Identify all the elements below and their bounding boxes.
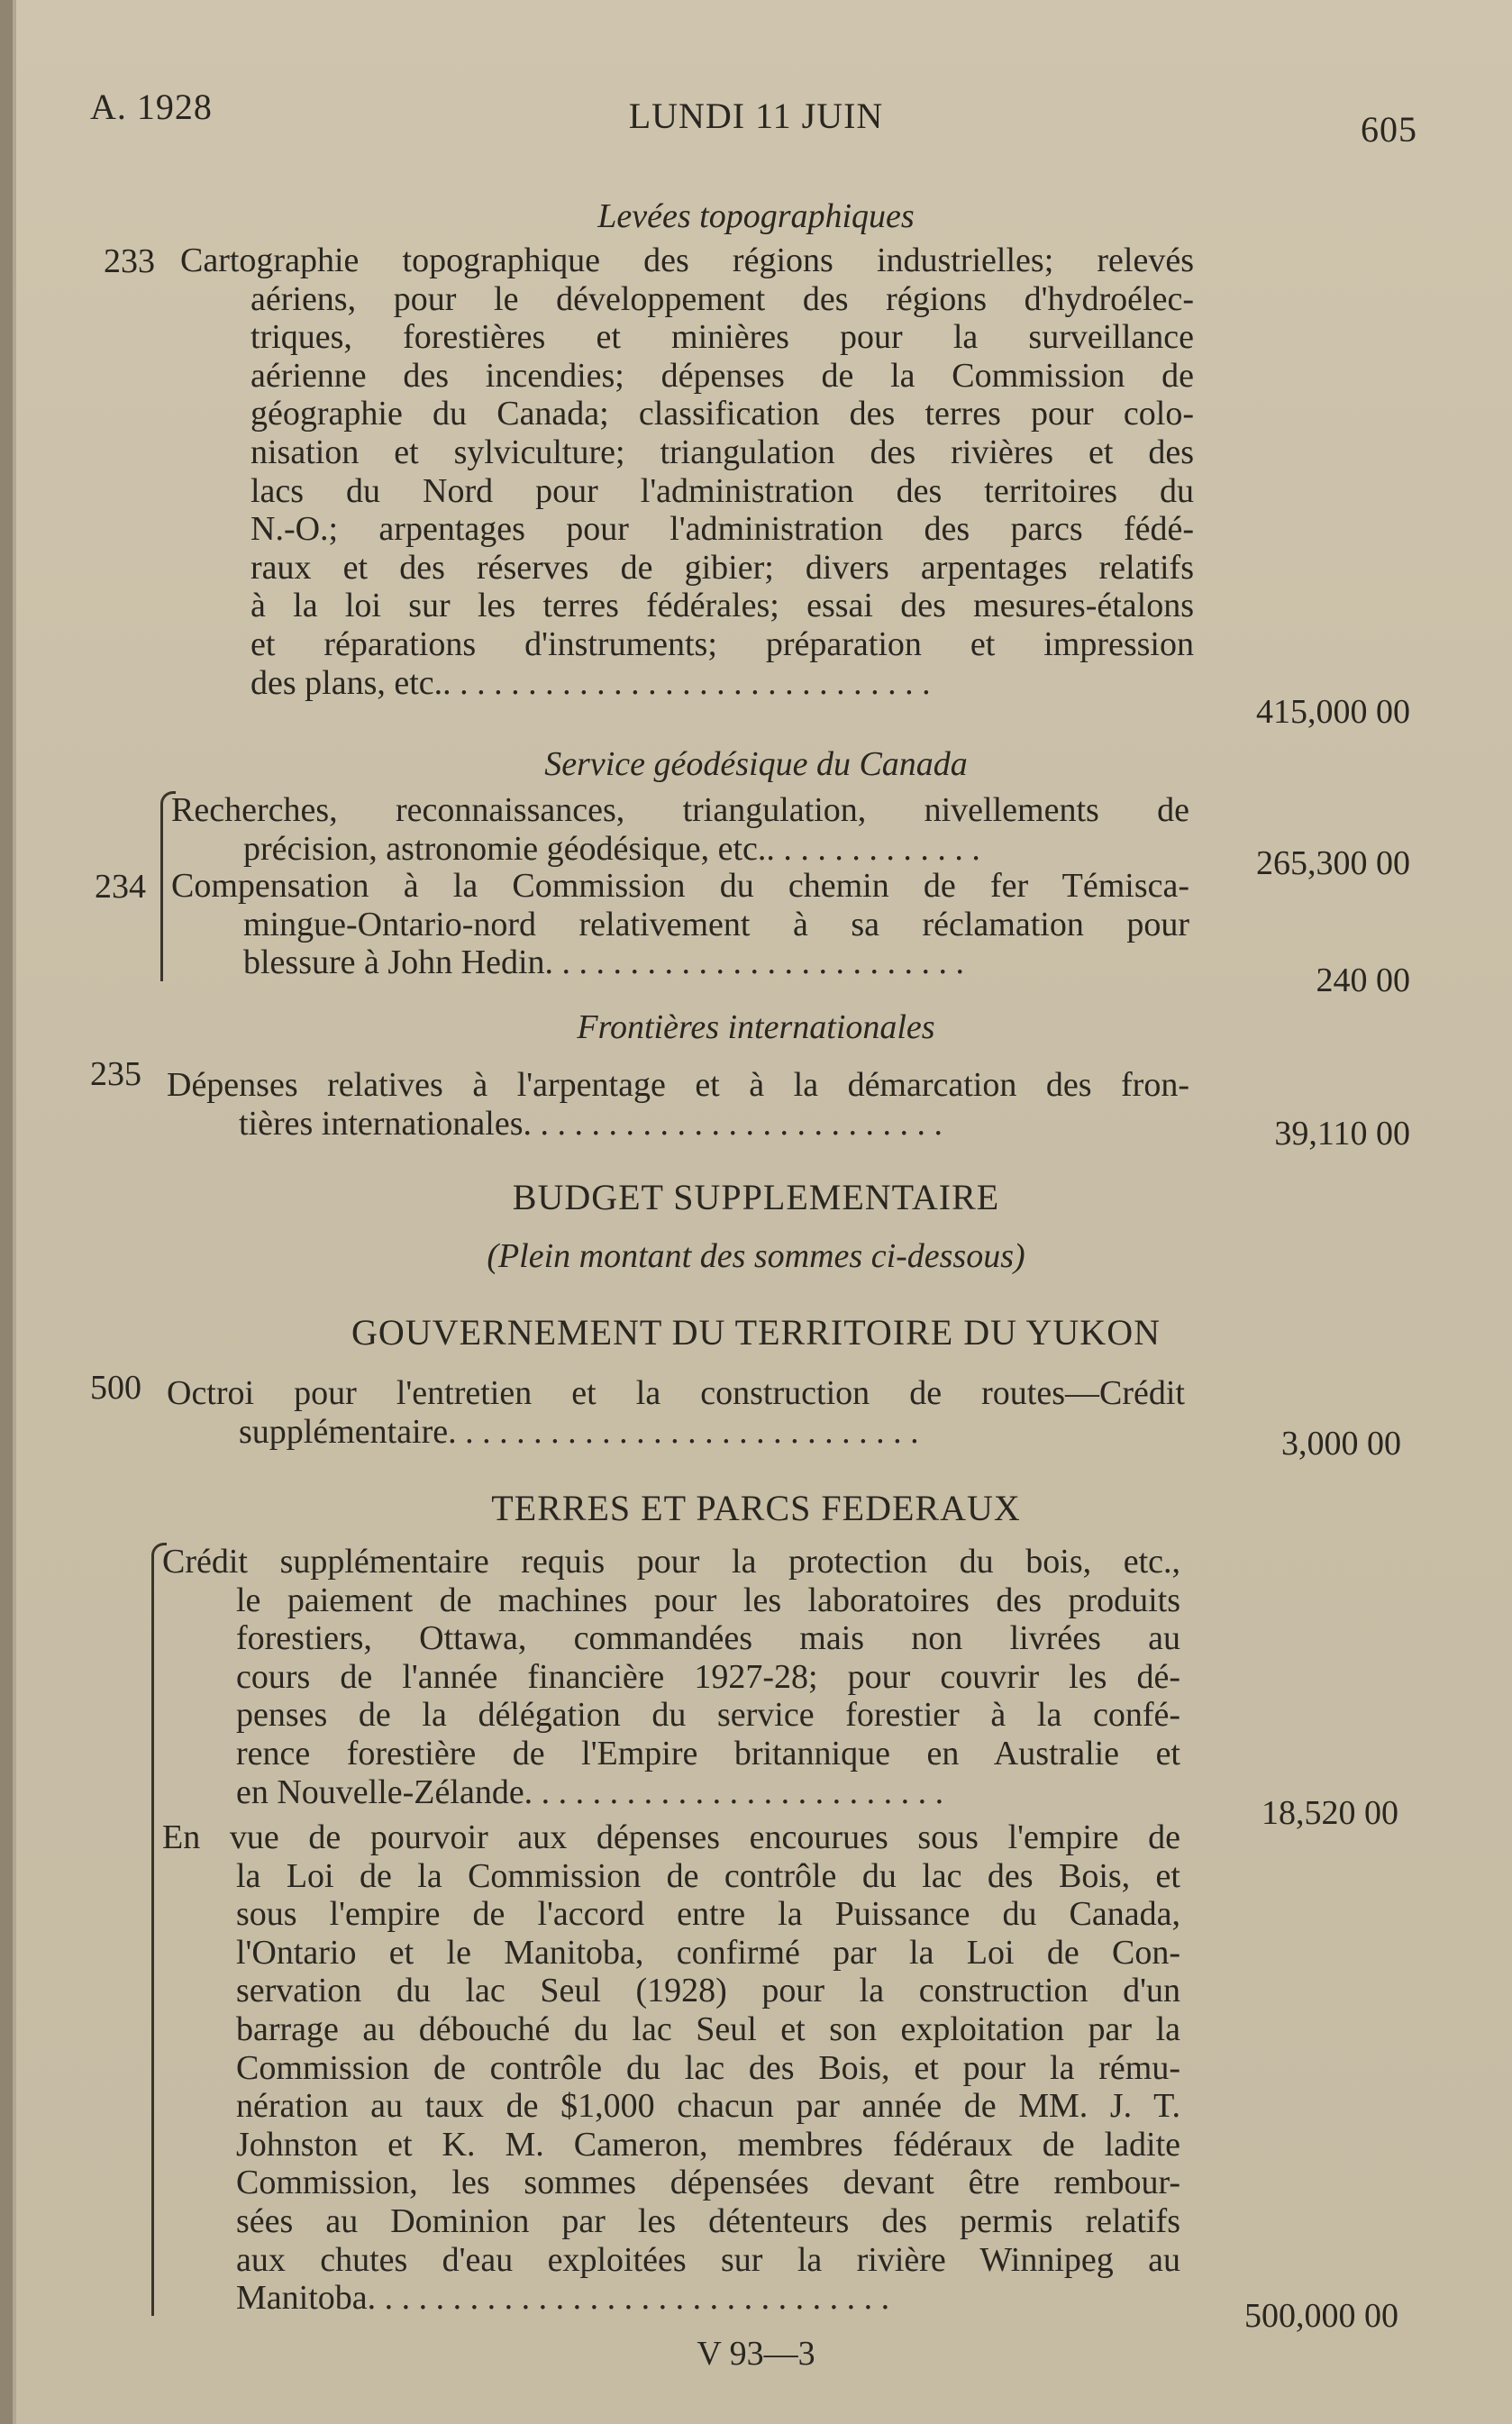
- terres-a-amount: 18,520 00: [1262, 1794, 1398, 1832]
- item-233-number: 233: [104, 242, 155, 280]
- item-500-line: Octroi pour l'entretien et la construction de routes—Crédit: [167, 1374, 1185, 1412]
- item-233-line: des plans, etc.. . . . . . . . . . . . . . . . . . . . . . . . . . . . .: [250, 663, 931, 702]
- item-234-line: Recherches, reconnaissances, triangulation, nivellements de: [171, 791, 1189, 829]
- item-233-amount: 415,000 00: [1256, 693, 1410, 731]
- terres-b-line: barrage au débouché du lac Seul et son exploitation par la: [236, 2009, 1180, 2048]
- header-year: A. 1928: [90, 87, 213, 127]
- terres-b-line: Commission, les sommes dépensées devant être rembour-: [236, 2164, 1180, 2202]
- item-233-line: aériens, pour le développement des régions d'hydroélec-: [250, 279, 1194, 318]
- subtitle-plein-montant: (Plein montant des sommes ci-dessous): [487, 1237, 1025, 1275]
- terres-b-line: En vue de pourvoir aux dépenses encourues sous l'empire de: [162, 1818, 1180, 1856]
- heading-terres: TERRES ET PARCS FEDERAUX: [491, 1488, 1021, 1528]
- item-233-line: triques, forestières et minières pour la surveillance: [250, 318, 1194, 357]
- item-235-line: Dépenses relatives à l'arpentage et à la démarcation des fron-: [167, 1066, 1189, 1104]
- heading-yukon: GOUVERNEMENT DU TERRITOIRE DU YUKON: [351, 1312, 1161, 1353]
- terres-b-line: l'Ontario et le Manitoba, confirmé par la Loi de Con-: [236, 1933, 1180, 1972]
- page-footer-signature: V 93—3: [697, 2335, 815, 2373]
- header-date: LUNDI 11 JUIN: [628, 96, 884, 136]
- terres-b-line: sous l'empire de l'accord entre la Puissance du Canada,: [236, 1895, 1180, 1934]
- section-levees-title: Levées topographiques: [597, 197, 915, 235]
- item-233-text: [180, 241, 1194, 702]
- page-number: 605: [1361, 109, 1417, 150]
- terres-b-line: nération au taux de $1,000 chacun par année de MM. J. T.: [236, 2087, 1180, 2126]
- terres-b-line: Johnston et K. M. Cameron, membres fédéraux de ladite: [236, 2125, 1180, 2164]
- item-500-text: [167, 1374, 1185, 1451]
- item-233-line: aérienne des incendies; dépenses de la Commission de: [250, 356, 1194, 395]
- terres-b-amount: 500,000 00: [1244, 2297, 1398, 2335]
- terres-a-line: penses de la délégation du service forestier à la confé-: [236, 1696, 1180, 1735]
- item-234-line: précision, astronomie géodésique, etc.. . . . . . . . . . . . .: [243, 829, 980, 868]
- item-233-line: et réparations d'instruments; préparation et impression: [250, 624, 1194, 663]
- item-234-amount-b: 240 00: [1316, 961, 1410, 999]
- item-235-text: [167, 1066, 1189, 1143]
- terres-b-line: aux chutes d'eau exploitées sur la rivière Winnipeg au: [236, 2240, 1180, 2279]
- section-frontieres-title: Frontières internationales: [577, 1008, 935, 1046]
- terres-b-line: Manitoba. . . . . . . . . . . . . . . . . . . . . . . . . . . . . . .: [236, 2279, 890, 2318]
- terres-a-line: forestiers, Ottawa, commandées mais non livrées au: [236, 1619, 1180, 1658]
- item-233-line: raux et des réserves de gibier; divers arpentages relatifs: [250, 548, 1194, 587]
- item-233-line: lacs du Nord pour l'administration des territoires du: [250, 471, 1194, 510]
- item-234-line: mingue-Ontario-nord relativement à sa réclamation pour: [243, 905, 1189, 943]
- terres-a-line: cours de l'année financière 1927-28; pour couvrir les dé-: [236, 1657, 1180, 1696]
- item-234-line: blessure à John Hedin. . . . . . . . . . . . . . . . . . . . . . . . .: [243, 943, 965, 982]
- section-geodesique-title: Service géodésique du Canada: [544, 745, 968, 783]
- item-233-line: géographie du Canada; classification des terres pour colo-: [250, 395, 1194, 433]
- item-233-line: nisation et sylviculture; triangulation des rivières et des: [250, 433, 1194, 471]
- terres-a-line: Crédit supplémentaire requis pour la protection du bois, etc.,: [162, 1543, 1180, 1581]
- item-234-number: 234: [95, 868, 146, 906]
- item-235-amount: 39,110 00: [1274, 1115, 1410, 1153]
- item-235-number: 235: [90, 1055, 141, 1093]
- item-234-line: Compensation à la Commission du chemin de fer Témisca-: [171, 867, 1189, 905]
- item-234-amount-a: 265,300 00: [1256, 844, 1410, 882]
- heading-budget: BUDGET SUPPLEMENTAIRE: [512, 1177, 1000, 1217]
- item-500-amount: 3,000 00: [1281, 1425, 1401, 1463]
- terres-a-line: le paiement de machines pour les laboratoires des produits: [236, 1581, 1180, 1619]
- terres-b-line: la Loi de la Commission de contrôle du lac des Bois, et: [236, 1856, 1180, 1895]
- terres-b-line: Commission de contrôle du lac des Bois, et pour la rému-: [236, 2048, 1180, 2087]
- terres-b-line: servation du lac Seul (1928) pour la construction d'un: [236, 1972, 1180, 2010]
- terres-a-line: rence forestière de l'Empire britannique en Australie et: [236, 1734, 1180, 1772]
- terres-b-line: sées au Dominion par les détenteurs des permis relatifs: [236, 2201, 1180, 2240]
- terres-a-line: en Nouvelle-Zélande. . . . . . . . . . . . . . . . . . . . . . . . .: [236, 1772, 944, 1811]
- item-500-number: 500: [90, 1369, 141, 1407]
- item-233-line: Cartographie topographique des régions industrielles; relevés: [180, 241, 1194, 279]
- item-233-line: à la loi sur les terres fédérales; essai des mesures-étalons: [250, 587, 1194, 625]
- item-235-line: tières internationales. . . . . . . . . . . . . . . . . . . . . . . . .: [239, 1104, 943, 1143]
- item-234-text-a: [171, 791, 1189, 868]
- item-233-line: N.-O.; arpentages pour l'administration des parcs fédé-: [250, 510, 1194, 549]
- item-500-line: supplémentaire. . . . . . . . . . . . . . . . . . . . . . . . . . . .: [239, 1412, 919, 1451]
- terres-b-text: [162, 1818, 1180, 2318]
- item-234-text-b: [171, 867, 1189, 982]
- terres-a-text: [162, 1543, 1180, 1811]
